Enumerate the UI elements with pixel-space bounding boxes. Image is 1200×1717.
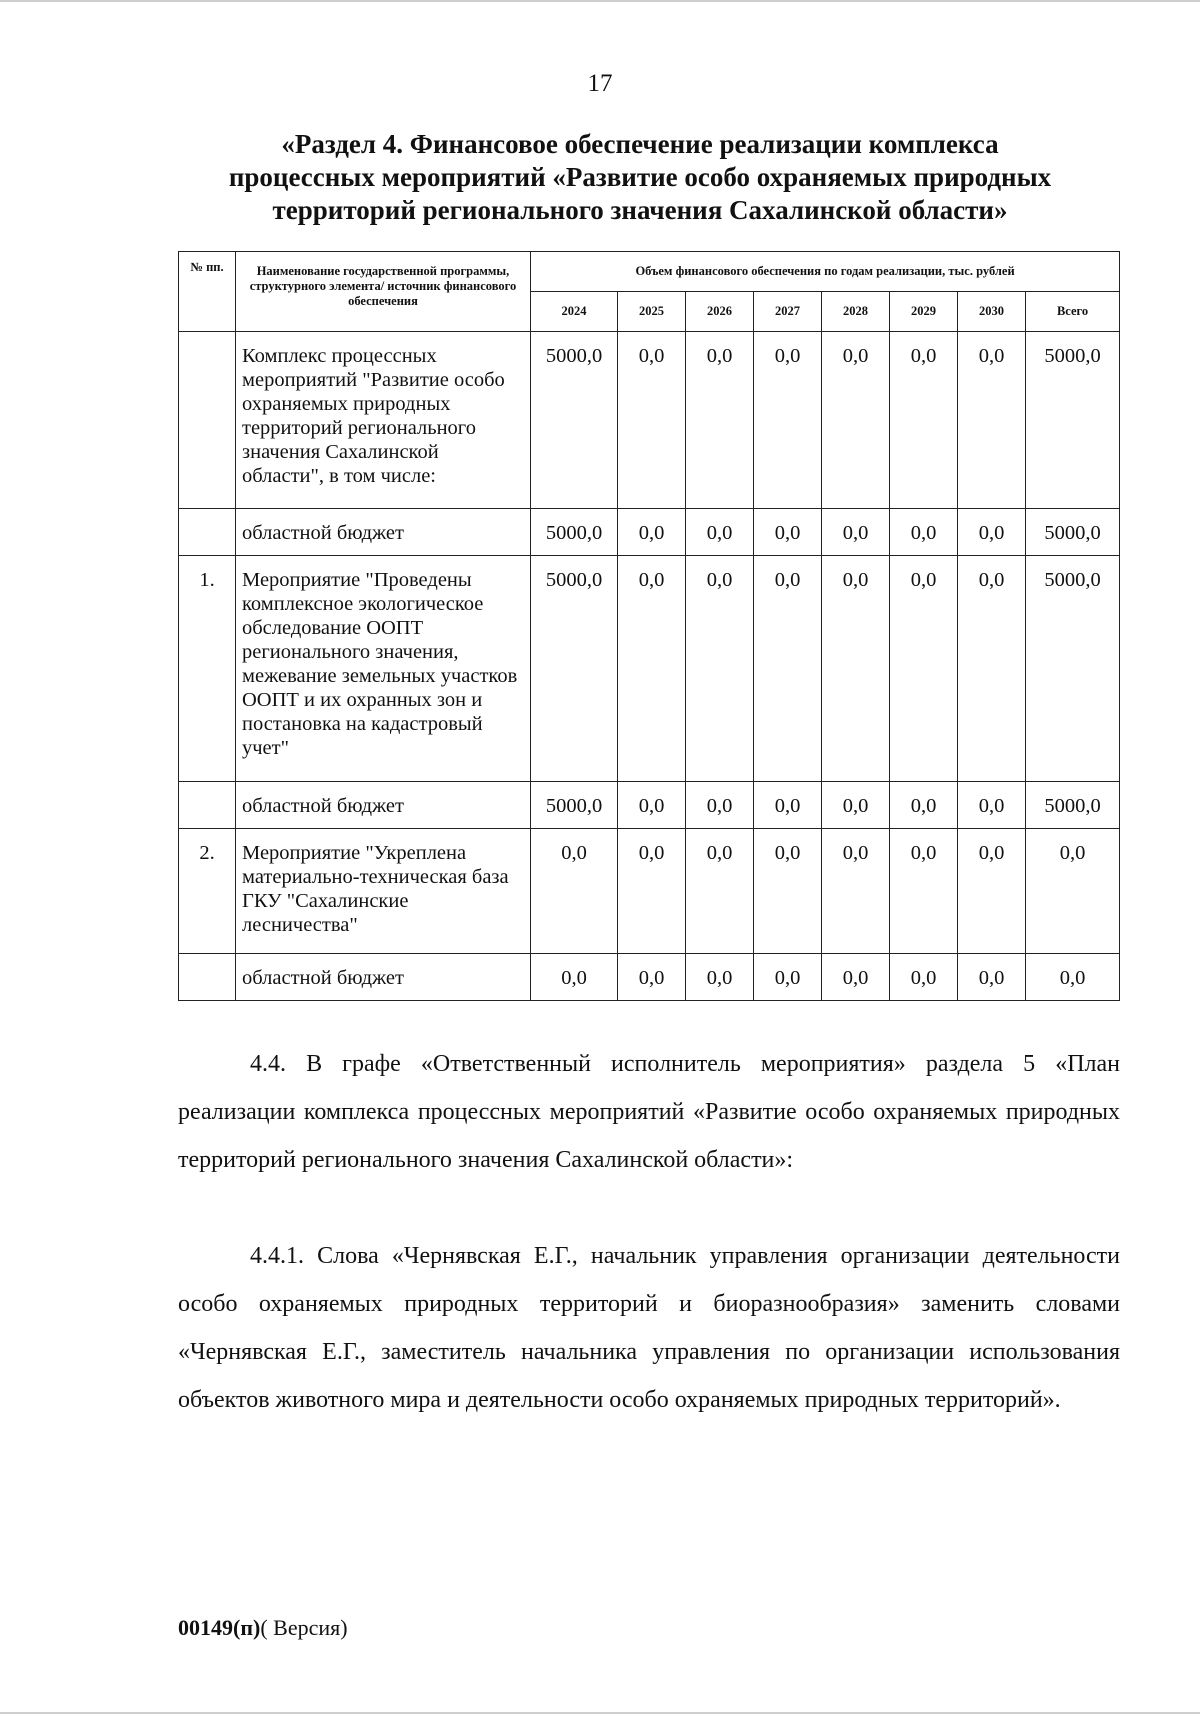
value-cell: 0,0	[618, 782, 686, 829]
paragraph-4-4	[178, 1040, 1120, 1184]
row-number	[179, 782, 236, 829]
value-cell: 0,0	[618, 556, 686, 782]
section-title-line-3: территорий регионального значения Сахалинской области»	[272, 195, 1008, 225]
paragraph-4-4-1	[178, 1232, 1120, 1424]
value-cell: 0,0	[890, 782, 958, 829]
value-cell: 0,0	[686, 509, 754, 556]
table-row	[179, 332, 1120, 509]
value-cell: 0,0	[686, 332, 754, 509]
table-row	[179, 556, 1120, 782]
value-cell: 0,0	[890, 556, 958, 782]
paragraph-4-4-1-text: 4.4.1. Слова «Чернявская Е.Г., начальник управления организации деятельности особо охраняемых природных территорий и биоразнообразия» заменить словами «Чернявская Е.Г., заместитель начальника управления по организации использования объектов животного мира и деятельности особо охраняемых природных территорий».	[178, 1243, 1120, 1413]
total-cell: 0,0	[1026, 954, 1120, 1001]
total-cell: 5000,0	[1026, 332, 1120, 509]
header-total: Всего	[1026, 292, 1120, 332]
section-title-line-2: процессных мероприятий «Развитие особо охраняемых природных	[228, 162, 1052, 192]
table-row	[179, 954, 1120, 1001]
value-cell: 0,0	[958, 782, 1026, 829]
value-cell: 0,0	[754, 556, 822, 782]
row-name: Комплекс процессных мероприятий "Развитие особо охраняемых природных территорий регионального значения Сахалинской области", в том числе:	[236, 332, 531, 509]
page-top-edge	[0, 0, 1200, 2]
value-cell: 0,0	[890, 829, 958, 954]
row-name: областной бюджет	[236, 509, 531, 556]
financing-table	[178, 251, 1120, 1001]
page-number: 17	[587, 70, 613, 97]
value-cell: 0,0	[958, 829, 1026, 954]
value-cell: 0,0	[822, 782, 890, 829]
value-cell: 0,0	[890, 509, 958, 556]
value-cell: 0,0	[754, 332, 822, 509]
value-cell: 5000,0	[531, 556, 618, 782]
value-cell: 0,0	[618, 954, 686, 1001]
section-title	[160, 128, 1120, 227]
value-cell: 0,0	[890, 332, 958, 509]
page-bottom-edge	[0, 1712, 1200, 1714]
row-number: 2.	[179, 829, 236, 954]
header-year: 2029	[890, 292, 958, 332]
value-cell: 5000,0	[531, 332, 618, 509]
value-cell: 0,0	[754, 509, 822, 556]
row-name: областной бюджет	[236, 782, 531, 829]
header-name: Наименование государственной программы, структурного элемента/ источник финансового обеспечения	[236, 252, 531, 332]
row-number	[179, 332, 236, 509]
header-year: 2027	[754, 292, 822, 332]
header-year: 2026	[686, 292, 754, 332]
header-year: 2025	[618, 292, 686, 332]
row-number	[179, 954, 236, 1001]
total-cell: 5000,0	[1026, 782, 1120, 829]
value-cell: 0,0	[754, 954, 822, 1001]
table-row	[179, 829, 1120, 954]
value-cell: 0,0	[618, 829, 686, 954]
value-cell: 0,0	[686, 954, 754, 1001]
total-cell: 5000,0	[1026, 509, 1120, 556]
value-cell: 0,0	[686, 782, 754, 829]
header-year: 2028	[822, 292, 890, 332]
value-cell: 0,0	[822, 954, 890, 1001]
value-cell: 0,0	[618, 332, 686, 509]
value-cell: 0,0	[531, 954, 618, 1001]
value-cell: 0,0	[822, 332, 890, 509]
row-number	[179, 509, 236, 556]
value-cell: 0,0	[890, 954, 958, 1001]
value-cell: 0,0	[822, 509, 890, 556]
value-cell: 0,0	[822, 556, 890, 782]
document-code	[178, 1615, 348, 1641]
header-volume: Объем финансового обеспечения по годам реализации, тыс. рублей	[531, 252, 1120, 292]
value-cell: 0,0	[754, 782, 822, 829]
row-name: областной бюджет	[236, 954, 531, 1001]
document-version: ( Версия)	[260, 1615, 348, 1640]
paragraph-4-4-text: 4.4. В графе «Ответственный исполнитель мероприятия» раздела 5 «План реализации комплекса процессных мероприятий «Развитие особо охраняемых природных территорий регионального значения Сахалинской области»:	[178, 1051, 1120, 1173]
value-cell: 0,0	[754, 829, 822, 954]
value-cell: 0,0	[958, 954, 1026, 1001]
value-cell: 0,0	[686, 556, 754, 782]
table-row	[179, 782, 1120, 829]
value-cell: 5000,0	[531, 782, 618, 829]
total-cell: 5000,0	[1026, 556, 1120, 782]
value-cell: 5000,0	[531, 509, 618, 556]
value-cell: 0,0	[958, 509, 1026, 556]
row-name: Мероприятие "Проведены комплексное экологическое обследование ООПТ регионального значения, межевание земельных участков ООПТ и их охранных зон и постановка на кадастровый учет"	[236, 556, 531, 782]
value-cell: 0,0	[822, 829, 890, 954]
row-number: 1.	[179, 556, 236, 782]
value-cell: 0,0	[958, 332, 1026, 509]
table-row	[179, 509, 1120, 556]
value-cell: 0,0	[686, 829, 754, 954]
value-cell: 0,0	[531, 829, 618, 954]
total-cell: 0,0	[1026, 829, 1120, 954]
header-number: № пп.	[179, 252, 236, 332]
value-cell: 0,0	[958, 556, 1026, 782]
section-title-line-1: «Раздел 4. Финансовое обеспечение реализации комплекса	[281, 129, 999, 159]
header-year: 2024	[531, 292, 618, 332]
value-cell: 0,0	[618, 509, 686, 556]
document-code-number: 00149(п)	[178, 1615, 261, 1640]
header-year: 2030	[958, 292, 1026, 332]
row-name: Мероприятие "Укреплена материально-техническая база ГКУ "Сахалинские лесничества"	[236, 829, 531, 954]
